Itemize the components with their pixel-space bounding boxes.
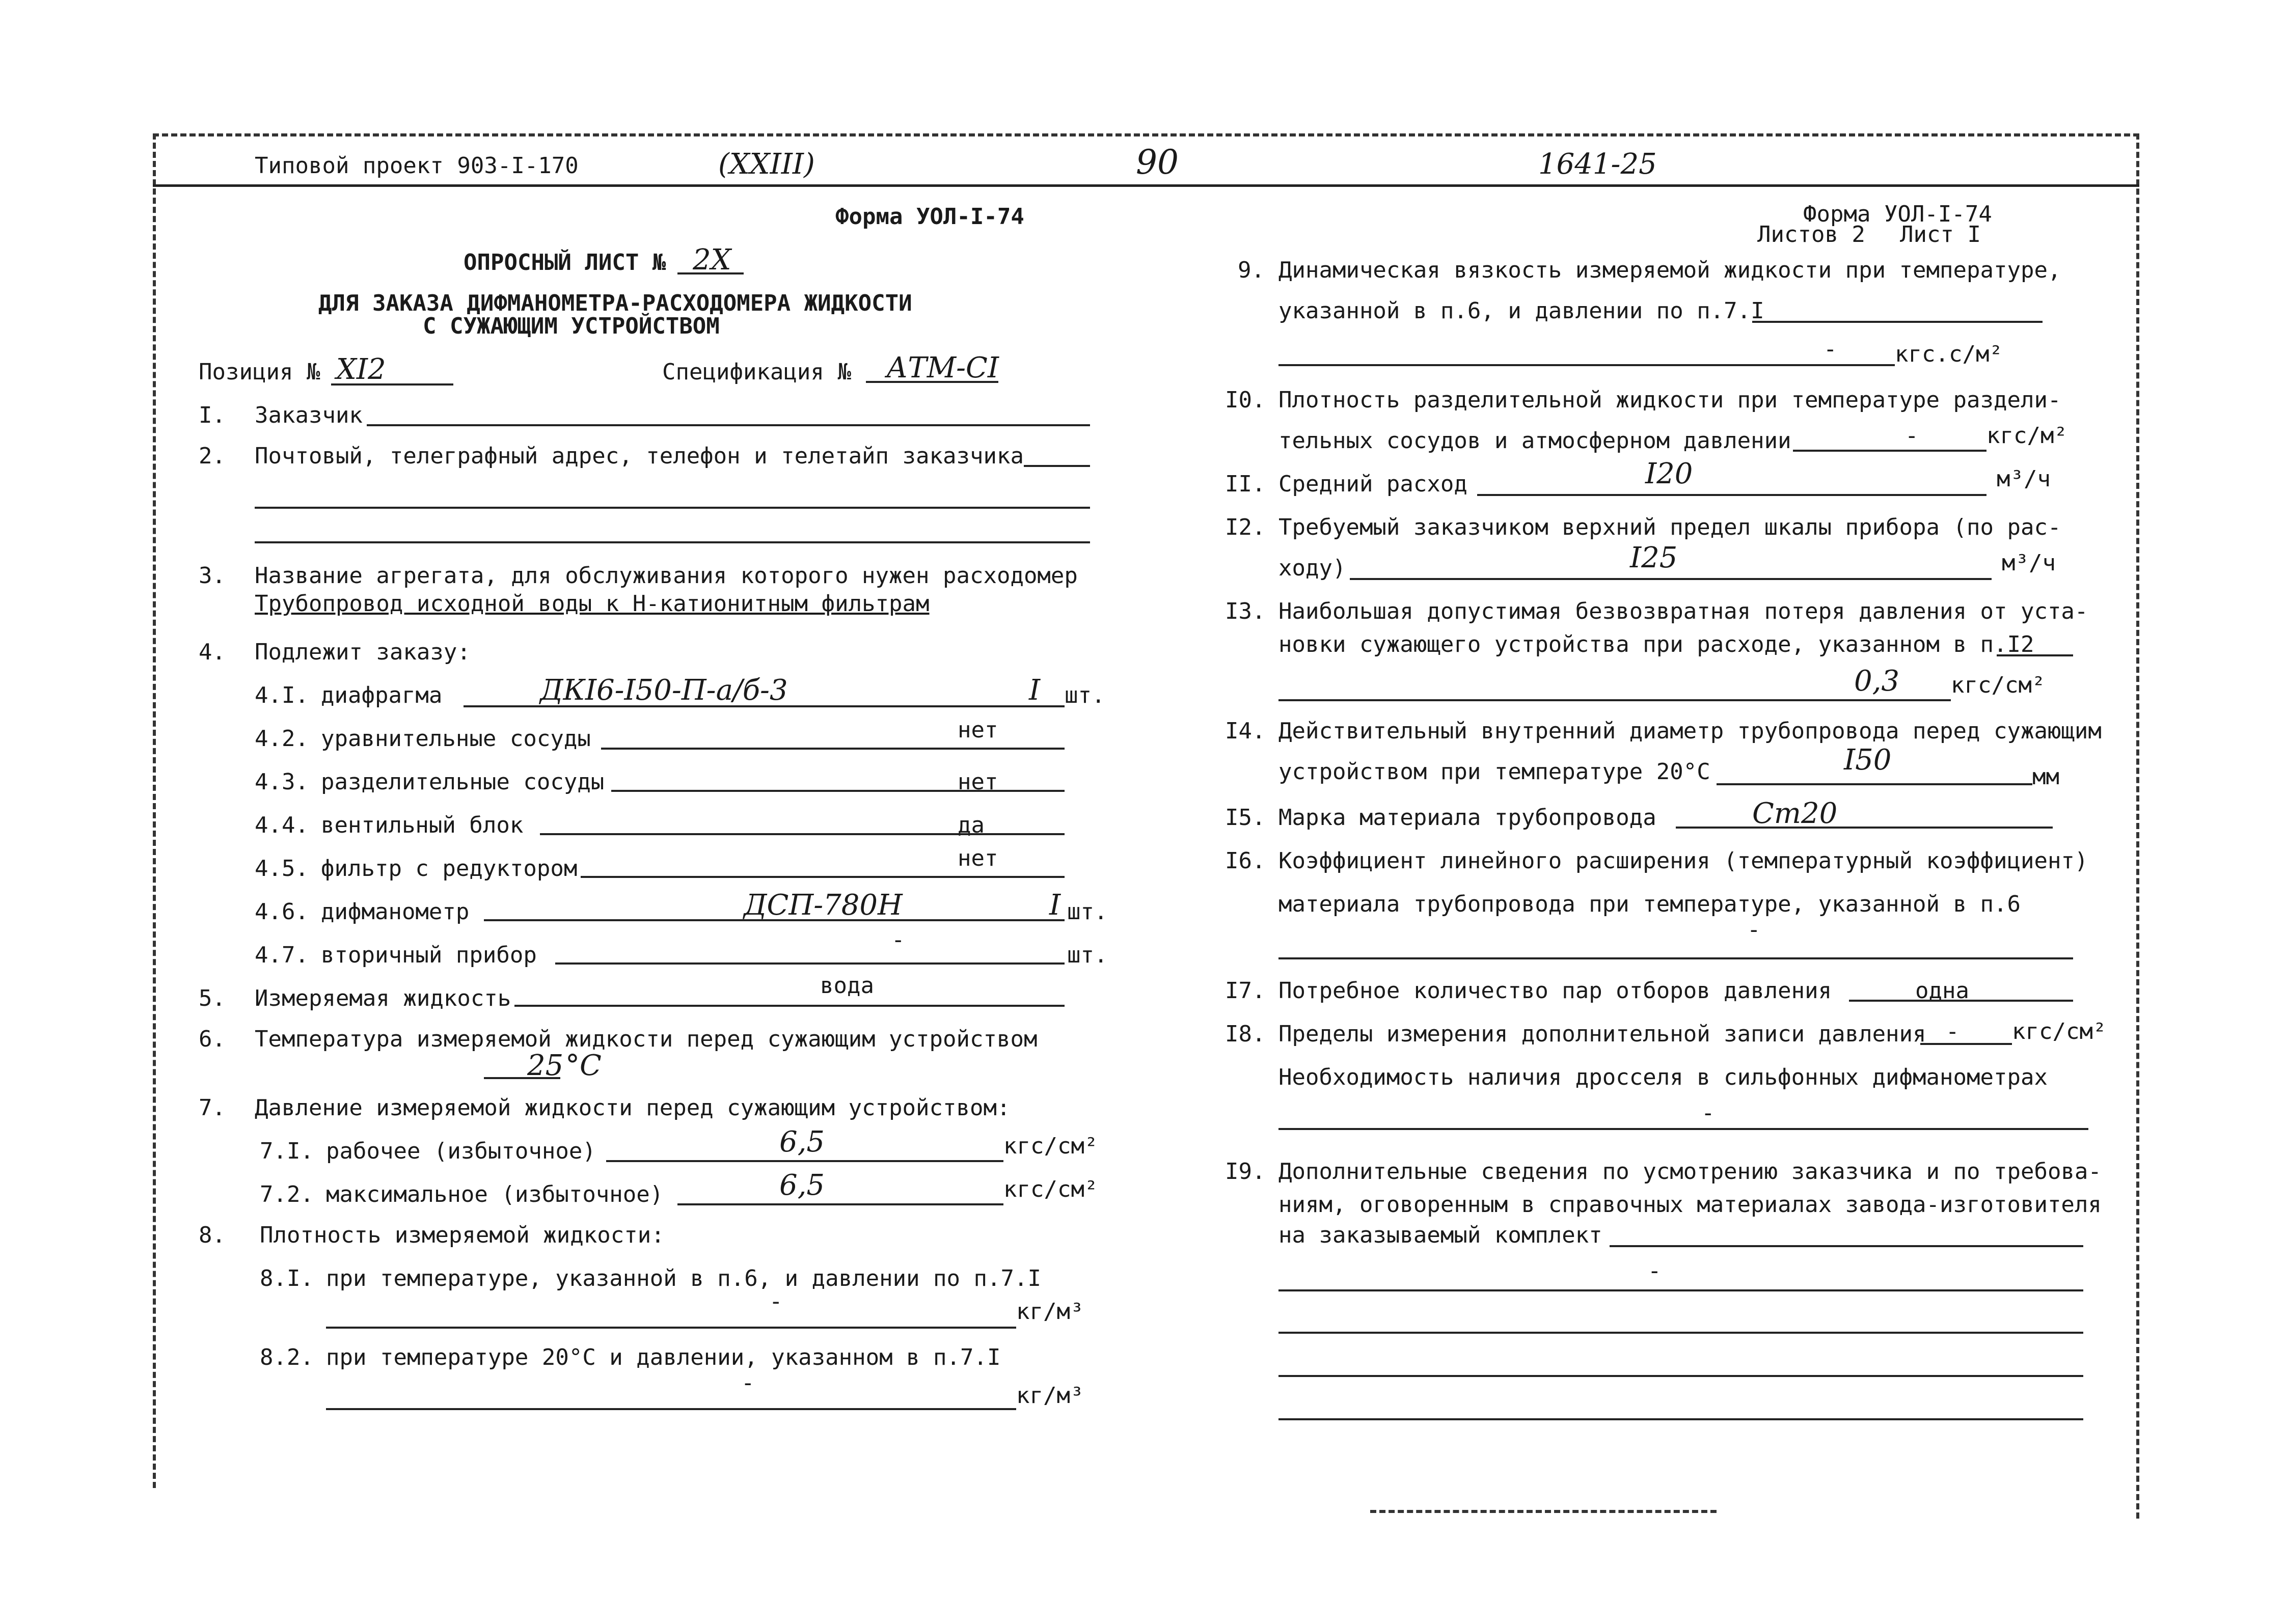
item-14-unit: мм xyxy=(2032,764,2059,790)
item-4-6-value: ДСП-780Н xyxy=(744,889,903,922)
spec-label: Спецификация № xyxy=(662,359,851,385)
item-1-label: Заказчик xyxy=(255,402,363,428)
questionnaire-number-line xyxy=(677,272,744,274)
item-13-unit: кгс/см² xyxy=(1951,672,2046,698)
item-4-7-line xyxy=(555,962,1065,965)
title-questionnaire: ОПРОСНЫЙ ЛИСТ № xyxy=(464,250,666,276)
item-16-label-a: Коэффициент линейного расширения (температурный коэффициент) xyxy=(1278,848,2088,874)
item-8-2-number: 8.2. xyxy=(260,1344,314,1370)
item-18-unit: кгс/см² xyxy=(2012,1019,2107,1044)
item-17-number: I7. xyxy=(1225,978,1266,1004)
item-4-5-line xyxy=(581,876,1065,878)
item-6-line xyxy=(484,1077,560,1079)
item-9-unit: кгс.с/м² xyxy=(1895,341,2003,367)
item-9-value: - xyxy=(1824,336,1837,362)
item-13-label-a: Наибольшая допустимая безвозвратная потеря давления от уста- xyxy=(1278,598,2088,624)
item-16-label-b: материала трубопровода при температуре, указанной в п.6 xyxy=(1278,891,2021,917)
item-8-1-line xyxy=(326,1327,1016,1329)
item-18-label: Пределы измерения дополнительной записи давления xyxy=(1278,1021,1926,1047)
item-5-label: Измеряемая жидкость xyxy=(255,985,511,1011)
item-14-line xyxy=(1717,783,2032,785)
item-2-number: 2. xyxy=(199,443,226,469)
item-8-1-value: - xyxy=(769,1288,783,1314)
item-18-line xyxy=(1920,1043,2012,1045)
item-8-2-value: - xyxy=(741,1370,755,1396)
item-4-5-label: фильтр с редуктором xyxy=(321,856,578,882)
item-5-value: вода xyxy=(820,973,874,999)
item-13-label-b: новки сужающего устройства при расходе, указанном в п.I2 xyxy=(1278,631,2034,657)
item-4-label: Подлежит заказу: xyxy=(255,639,471,665)
item-15-value: Ст20 xyxy=(1752,797,1838,830)
item-1-line xyxy=(367,424,1090,426)
item-7-1-label: рабочее (избыточное) xyxy=(326,1138,596,1164)
item-4-2-number: 4.2. xyxy=(255,726,309,752)
item-15-label: Марка материала трубопровода xyxy=(1278,805,1656,831)
item-18b-line xyxy=(1278,1128,2088,1130)
spec-line xyxy=(866,381,998,383)
item-4-5-value: нет xyxy=(958,845,998,871)
item-17-label: Потребное количество пар отборов давления xyxy=(1278,978,1832,1004)
item-18-number: I8. xyxy=(1225,1021,1266,1047)
item-7-2-label: максимальное (избыточное) xyxy=(326,1181,664,1207)
item-5-line xyxy=(514,1005,1065,1007)
frame-right-border xyxy=(2136,133,2139,1519)
item-19-line-a xyxy=(1610,1245,2083,1247)
item-16-line xyxy=(1278,957,2073,959)
item-12-label-b: ходу) xyxy=(1278,555,1346,581)
item-16-value: - xyxy=(1747,917,1761,943)
item-8-2-unit: кг/м³ xyxy=(1016,1383,1084,1409)
item-4-6-number: 4.6. xyxy=(255,899,309,925)
item-4-1-line xyxy=(464,705,1065,707)
item-17-line xyxy=(1849,1000,2073,1002)
item-10-line xyxy=(1793,450,1986,452)
item-14-label-b: устройством при температуре 20°С xyxy=(1278,759,1710,785)
item-10-label-a: Плотность разделительной жидкости при температуре раздели- xyxy=(1278,387,2061,413)
item-8-2-label: при температуре 20°С и давлении, указанном в п.7.I xyxy=(326,1344,1001,1370)
frame-left-border xyxy=(153,133,156,1488)
left-form-label: Форма УОЛ-I-74 xyxy=(835,204,1024,230)
item-7-label: Давление измеряемой жидкости перед сужающим устройством: xyxy=(255,1095,1011,1121)
item-16-number: I6. xyxy=(1225,848,1266,874)
item-14-value: I50 xyxy=(1844,744,1892,777)
item-2-line-c xyxy=(255,541,1090,543)
title-line-3: С СУЖАЮЩИМ УСТРОЙСТВОМ xyxy=(423,313,720,339)
item-9-label-a: Динамическая вязкость измеряемой жидкости при температуре, xyxy=(1278,257,2061,283)
item-4-1-qty: I xyxy=(1029,674,1041,707)
item-7-2-value: 6,5 xyxy=(779,1169,825,1202)
item-8-1-label: при температуре, указанной в п.6, и давлении по п.7.I xyxy=(326,1265,1041,1291)
item-11-number: II. xyxy=(1225,471,1266,497)
sheets-count: Листов 2 xyxy=(1757,222,1865,247)
item-9-label-b: указанной в п.6, и давлении по п.7.I xyxy=(1278,298,1764,324)
sheet-number: Лист I xyxy=(1900,222,1981,247)
item-7-1-number: 7.I. xyxy=(260,1138,314,1164)
item-11-label: Средний расход xyxy=(1278,471,1467,497)
item-13-line-b xyxy=(1278,699,1951,701)
item-6-number: 6. xyxy=(199,1026,226,1052)
item-8-number: 8. xyxy=(199,1222,226,1248)
item-4-4-label: вентильный блок xyxy=(321,812,524,838)
item-7-1-unit: кгс/см² xyxy=(1003,1133,1098,1159)
item-7-1-value: 6,5 xyxy=(779,1125,825,1159)
item-2-line-b xyxy=(255,507,1090,509)
item-9-line-a xyxy=(1752,321,2043,323)
item-10-number: I0. xyxy=(1225,387,1266,413)
item-15-line xyxy=(1676,827,2053,829)
item-4-4-value: да xyxy=(958,812,985,838)
item-19-line-e xyxy=(1278,1418,2083,1420)
page-number: 90 xyxy=(1136,143,1179,182)
item-4-6-label: дифманометр xyxy=(321,899,470,925)
item-1-number: I. xyxy=(199,402,226,428)
item-4-number: 4. xyxy=(199,639,226,665)
item-18b-value: - xyxy=(1701,1100,1715,1126)
item-4-7-label: вторичный прибор xyxy=(321,942,537,968)
item-8-1-unit: кг/м³ xyxy=(1016,1299,1084,1325)
item-9-number: 9. xyxy=(1238,257,1265,283)
item-5-number: 5. xyxy=(199,985,226,1011)
item-4-5-number: 4.5. xyxy=(255,856,309,882)
item-10-label-b: тельных сосудов и атмосферном давлении xyxy=(1278,428,1791,454)
item-7-number: 7. xyxy=(199,1095,226,1121)
bottom-dashed-line xyxy=(1370,1510,1717,1513)
item-18b-label: Необходимость наличия дросселя в сильфонных дифманометрах xyxy=(1278,1064,2048,1090)
item-4-4-number: 4.4. xyxy=(255,812,309,838)
right-form-label: Форма УОЛ-I-74 xyxy=(1803,201,1992,227)
item-3-value: Трубопровод исходной воды к Н-катионитным фильтрам xyxy=(255,591,930,617)
item-3-number: 3. xyxy=(199,563,226,589)
item-4-1-value: ДКI6-I50-П-а/б-3 xyxy=(540,674,788,707)
frame-top-border xyxy=(153,133,2139,136)
item-10-value: - xyxy=(1905,423,1919,449)
item-12-label-a: Требуемый заказчиком верхний предел шкалы прибора (по рас- xyxy=(1278,514,2061,540)
position-value: ХI2 xyxy=(336,353,386,386)
item-19-label-c: на заказываемый комплект xyxy=(1278,1222,1602,1248)
item-13-line-a xyxy=(1997,654,2073,656)
header-divider xyxy=(153,184,2139,187)
spec-value: АТМ-СI xyxy=(886,351,999,384)
item-6-value: 25 xyxy=(527,1049,564,1082)
item-4-3-value: нет xyxy=(958,769,998,795)
item-12-line xyxy=(1350,578,1992,580)
item-15-number: I5. xyxy=(1225,805,1266,831)
item-4-7-value: - xyxy=(891,927,905,953)
item-8-2-line xyxy=(326,1408,1016,1410)
item-4-3-line xyxy=(611,790,1065,792)
item-19-line-b xyxy=(1278,1289,2083,1291)
item-13-value: 0,3 xyxy=(1854,665,1900,698)
item-19-label-a: Дополнительные сведения по усмотрению заказчика и по требова- xyxy=(1278,1159,2102,1185)
questionnaire-number: 2Х xyxy=(693,243,731,277)
item-14-number: I4. xyxy=(1225,718,1266,744)
item-4-3-label: разделительные сосуды xyxy=(321,769,605,795)
item-19-label-b: ниям, оговоренным в справочных материалах завода-изготовителя xyxy=(1278,1192,2102,1218)
item-4-2-label: уравнительные сосуды xyxy=(321,726,591,752)
item-4-2-value: нет xyxy=(958,717,998,743)
item-4-1-unit: шт. xyxy=(1065,682,1105,708)
item-6-unit: °С xyxy=(565,1049,602,1082)
item-6-label: Температура измеряемой жидкости перед сужающим устройством xyxy=(255,1026,1038,1052)
title-line-2: ДЛЯ ЗАКАЗА ДИФМАНОМЕТРА-РАСХОДОМЕРА ЖИДКОСТИ xyxy=(318,290,912,316)
project-label: Типовой проект 903-I-170 xyxy=(255,153,579,179)
item-9-line-b xyxy=(1278,364,1895,366)
position-label: Позиция № xyxy=(199,359,320,385)
item-19-line-d xyxy=(1278,1375,2083,1377)
item-4-3-number: 4.3. xyxy=(255,769,309,795)
item-11-unit: м³/ч xyxy=(1997,466,2051,492)
item-14-label-a: Действительный внутренний диаметр трубопровода перед сужающим xyxy=(1278,718,2102,744)
item-11-value: I20 xyxy=(1645,457,1693,490)
item-17-value: одна xyxy=(1915,978,1969,1004)
item-7-2-unit: кгс/см² xyxy=(1003,1176,1098,1202)
item-12-value: I25 xyxy=(1630,541,1678,574)
item-4-7-number: 4.7. xyxy=(255,942,309,968)
position-line xyxy=(331,383,453,386)
item-4-1-number: 4.I. xyxy=(255,682,309,708)
item-18-value: - xyxy=(1946,1019,1960,1044)
item-10-unit: кгс/м² xyxy=(1986,423,2067,449)
item-12-number: I2. xyxy=(1225,514,1266,540)
item-13-number: I3. xyxy=(1225,598,1266,624)
item-19-line-c xyxy=(1278,1332,2083,1334)
item-7-2-number: 7.2. xyxy=(260,1181,314,1207)
item-2-label: Почтовый, телеграфный адрес, телефон и телетайп заказчика xyxy=(255,443,1024,469)
item-4-1-label: диафрагма xyxy=(321,682,443,708)
item-4-6-unit: шт. xyxy=(1067,899,1108,925)
item-4-6-qty: I xyxy=(1049,889,1061,922)
item-3-label: Название агрегата, для обслуживания которого нужен расходомер xyxy=(255,563,1078,589)
document-number: 1641-25 xyxy=(1538,148,1657,181)
roman-label: (XXIII) xyxy=(718,148,815,181)
item-7-1-line xyxy=(606,1160,1003,1162)
item-4-7-unit: шт. xyxy=(1067,942,1108,968)
item-19-number: I9. xyxy=(1225,1159,1266,1185)
item-4-4-line xyxy=(540,833,1065,835)
item-4-6-line xyxy=(484,919,1065,921)
item-19-value: - xyxy=(1648,1258,1662,1284)
item-8-label: Плотность измеряемой жидкости: xyxy=(260,1222,665,1248)
item-4-2-line xyxy=(601,748,1065,750)
item-2-line-a xyxy=(1024,465,1090,467)
item-12-unit: м³/ч xyxy=(2002,550,2056,576)
item-8-1-number: 8.I. xyxy=(260,1265,314,1291)
item-7-2-line xyxy=(677,1203,1003,1205)
item-11-line xyxy=(1477,494,1986,496)
